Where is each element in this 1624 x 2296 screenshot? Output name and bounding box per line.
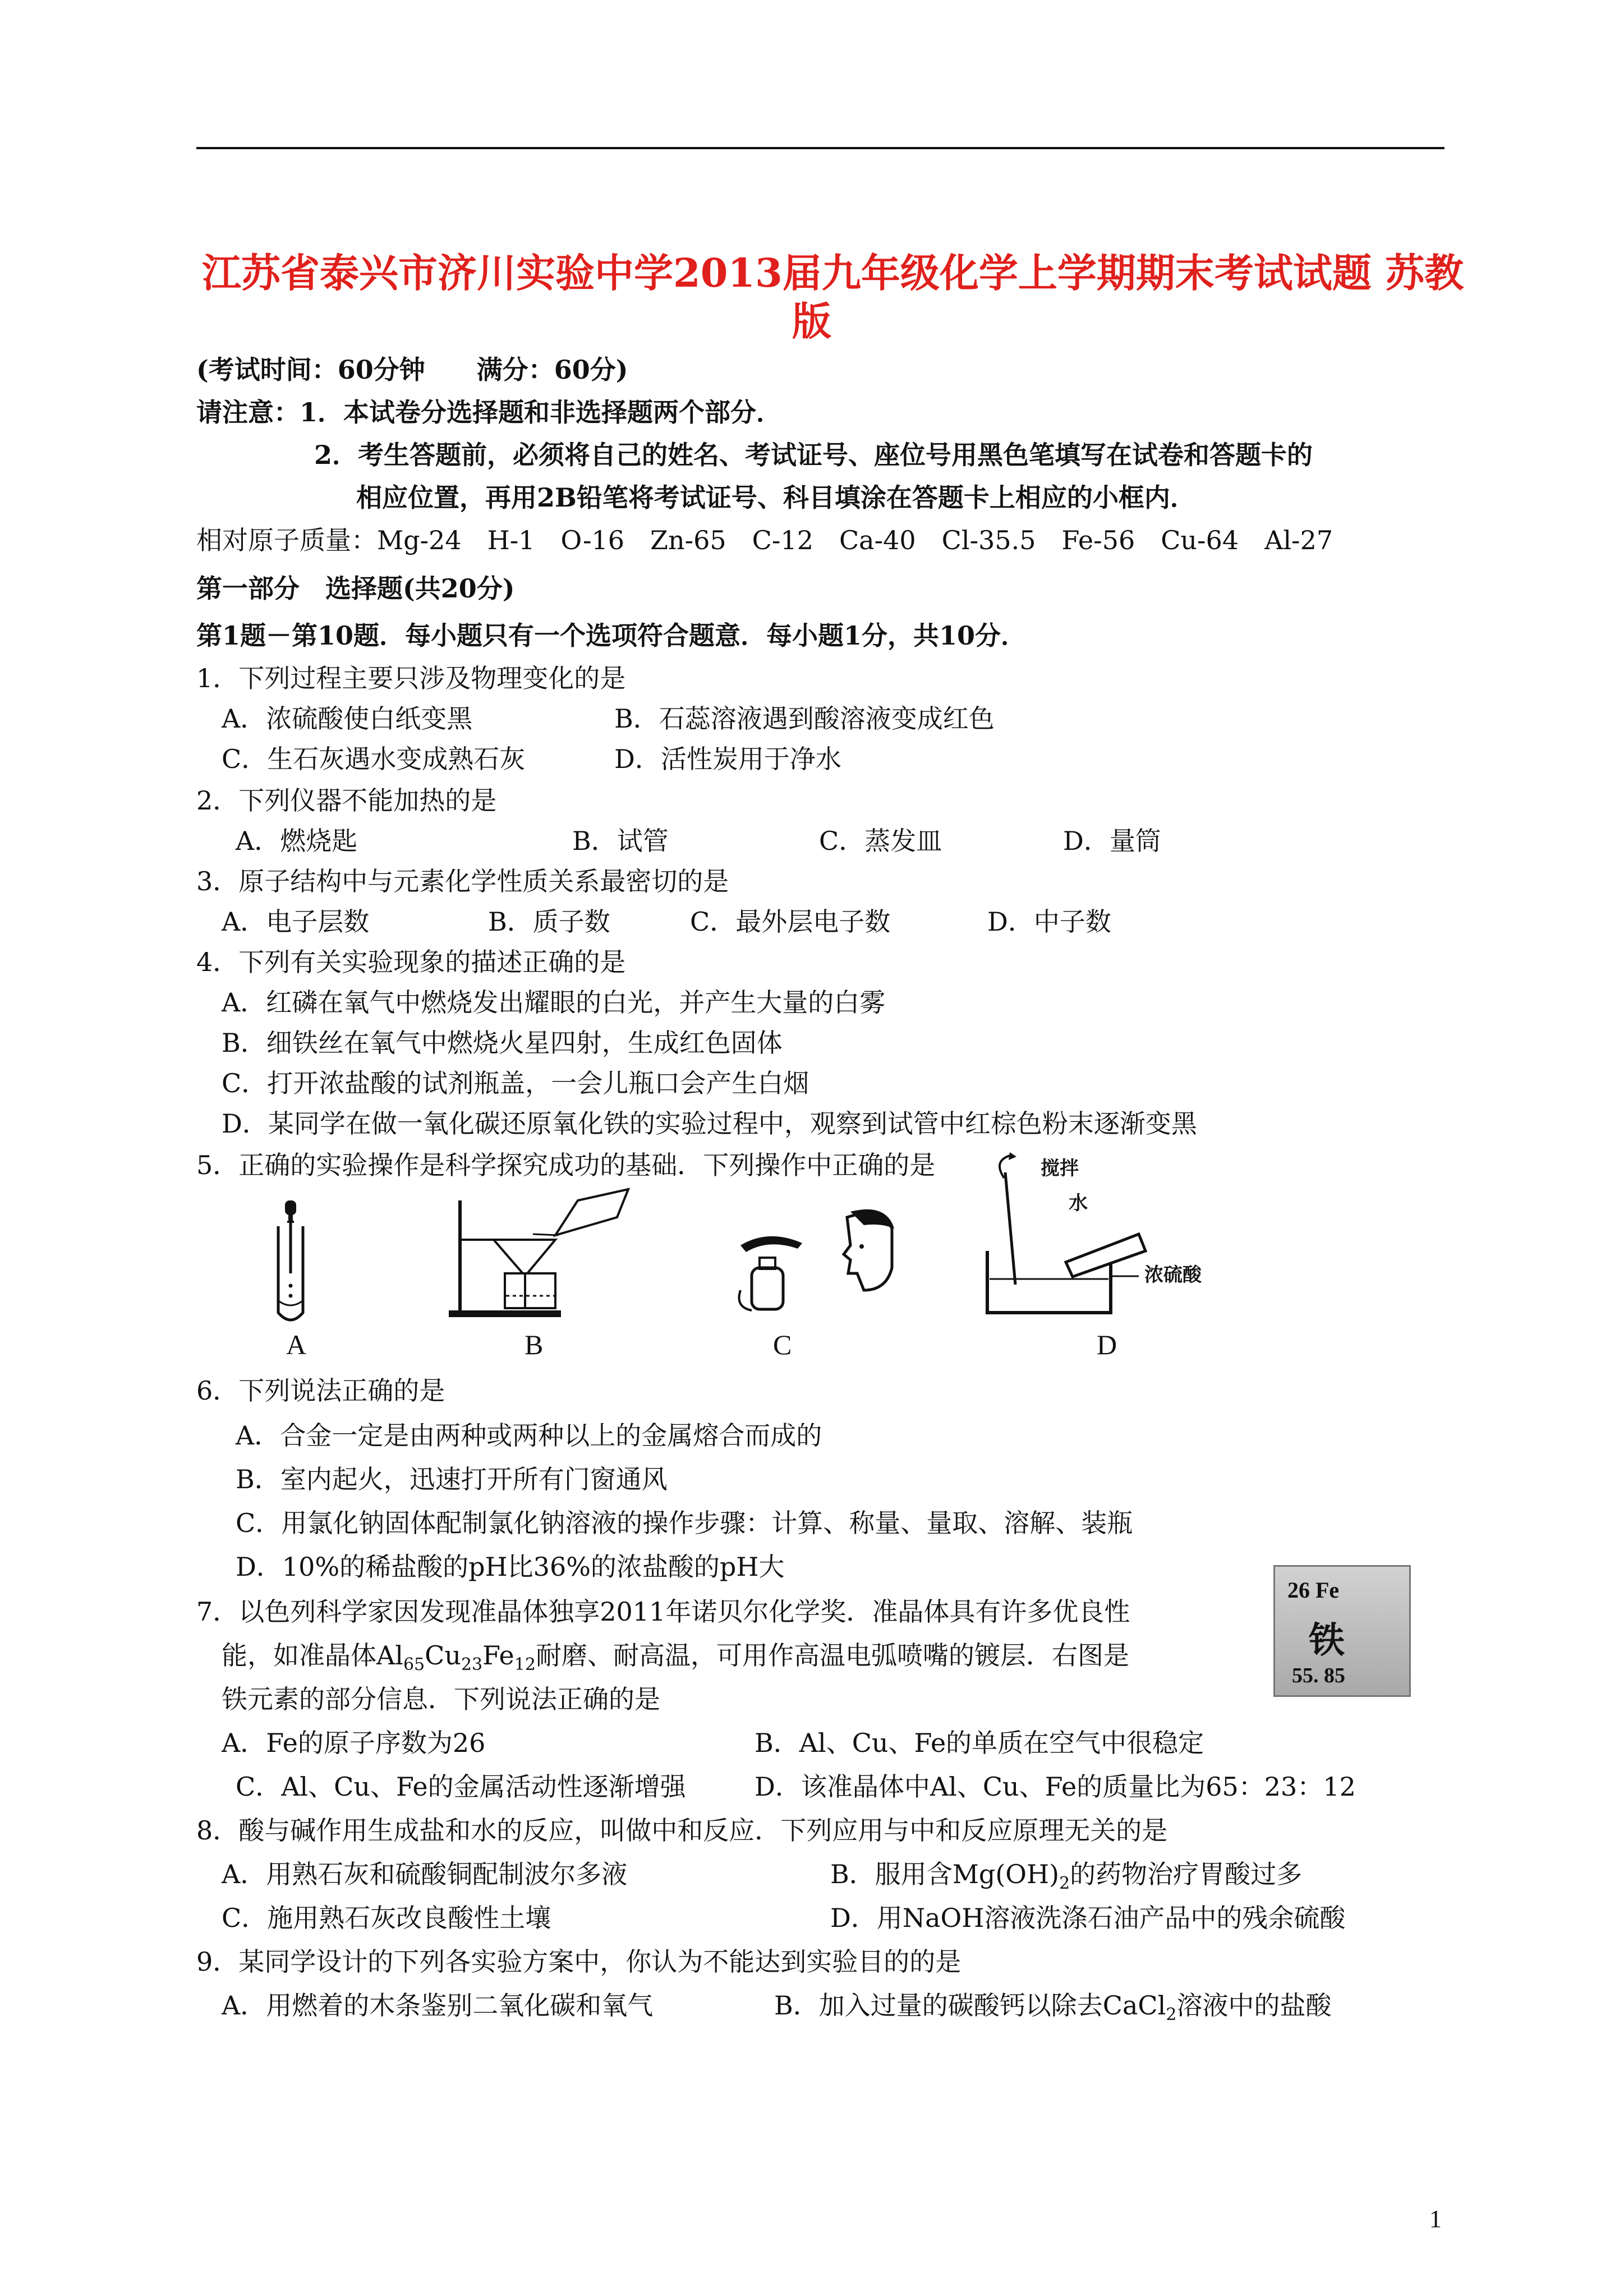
q6-stem: 6．下列说法正确的是 <box>196 1375 445 1406</box>
part1-heading: 第一部分 选择题(共20分) <box>196 573 515 604</box>
figure-d-water-label: 水 <box>1069 1192 1088 1214</box>
q7-stem-3: 铁元素的部分信息．下列说法正确的是 <box>222 1684 660 1714</box>
figure-d-stir-label: 搅拌 <box>1041 1157 1079 1180</box>
q2-option-d: D．量筒 <box>1063 826 1161 856</box>
q6-option-b: B．室内起火，迅速打开所有门窗通风 <box>236 1464 668 1494</box>
figure-b-label: B <box>525 1329 544 1360</box>
atomic-masses: 相对原子质量：Mg-24 H-1 O-16 Zn-65 C-12 Ca-40 Cl-35.5 Fe-56 Cu-64 Al-27 <box>196 525 1333 555</box>
q2-option-c: C．蒸发皿 <box>819 826 942 856</box>
q7-option-d: D．该准晶体中Al、Cu、Fe的质量比为65：23：12 <box>755 1772 1356 1802</box>
iron-element-name: 铁 <box>1309 1619 1345 1662</box>
q6-option-d: D．10%的稀盐酸的pH比36%的浓盐酸的pH大 <box>236 1552 785 1582</box>
title-line-2: 版 <box>792 298 831 344</box>
figure-d-acid-label: 浓硫酸 <box>1144 1264 1202 1286</box>
figure-c-smelling <box>724 1206 903 1318</box>
q7-option-c: C．Al、Cu、Fe的金属活动性逐渐增强 <box>236 1772 686 1802</box>
iron-atomic-number: 26 Fe <box>1287 1577 1340 1603</box>
figure-c-label: C <box>773 1329 792 1360</box>
q8-option-c: C．施用熟石灰改良酸性土壤 <box>222 1903 551 1933</box>
q8-stem: 8．酸与碱作用生成盐和水的反应，叫做中和反应．下列应用与中和反应原理无关的是 <box>196 1815 1168 1846</box>
q1-option-a: A．浓硫酸使白纸变黑 <box>222 703 473 734</box>
q8-option-b: B．服用含$Mg(OH)_2$的药物治疗胃酸过多 <box>830 1859 1303 1894</box>
q3-option-a: A．电子层数 <box>222 907 370 937</box>
notice-2b: 相应位置，再用2B铅笔将考试证号、科目填涂在答题卡上相应的小框内． <box>356 482 1196 513</box>
q2-option-b: B．试管 <box>572 826 669 856</box>
iron-element-card <box>1273 1565 1411 1697</box>
q4-stem: 4．下列有关实验现象的描述正确的是 <box>196 947 626 977</box>
q4-option-b: B．细铁丝在氧气中燃烧火星四射，生成红色固体 <box>222 1028 783 1058</box>
q5-stem: 5．正确的实验操作是科学探究成功的基础．下列操作中正确的是 <box>196 1150 936 1180</box>
q9-option-a: A．用燃着的木条鉴别二氧化碳和氧气 <box>222 1990 654 2021</box>
notice-2a: 2．考生答题前，必须将自己的姓名、考试证号、座位号用黑色笔填写在试卷和答题卡的 <box>314 440 1313 470</box>
q9-option-b: B．加入过量的碳酸钙以除去CaCl$_2$溶液中的盐酸 <box>774 1990 1332 2025</box>
iron-atomic-mass: 55. 85 <box>1292 1664 1345 1687</box>
figure-d-label: D <box>1097 1329 1117 1360</box>
q3-option-b: B．质子数 <box>488 907 610 937</box>
q4-option-d: D．某同学在做一氧化碳还原氧化铁的实验过程中，观察到试管中红棕色粉末逐渐变黑 <box>222 1108 1197 1139</box>
q4-option-c: C．打开浓盐酸的试剂瓶盖，一会儿瓶口会产生白烟 <box>222 1068 809 1098</box>
q3-option-c: C．最外层电子数 <box>690 907 891 937</box>
q1-option-c: C．生石灰遇水变成熟石灰 <box>222 744 526 774</box>
q1-stem: 1．下列过程主要只涉及物理变化的是 <box>196 663 626 693</box>
q8-option-a: A．用熟石灰和硫酸铜配制波尔多液 <box>222 1859 628 1889</box>
q6-option-c: C．用氯化钠固体配制氯化钠溶液的操作步骤：计算、称量、量取、溶解、装瓶 <box>236 1508 1133 1538</box>
page-number: 1 <box>1429 2205 1442 2233</box>
q3-stem: 3．原子结构中与元素化学性质关系最密切的是 <box>196 866 729 896</box>
q7-stem-2: 能，如准晶体$Al_{65}Cu_{23}Fe_{12}$耐磨、耐高温，可用作高温电弧喷嘴的镀层．右图是 <box>222 1640 1129 1675</box>
q7-stem-1: 7．以色列科学家因发现准晶体独享2011年诺贝尔化学奖．准晶体具有许多优良性 <box>196 1596 1130 1627</box>
q8-option-d: D．用NaOH溶液洗涤石油产品中的残余硫酸 <box>830 1903 1346 1933</box>
header-rule <box>196 147 1444 149</box>
title-line-1: 江苏省泰兴市济川实验中学2013届九年级化学上学期期末考试试题 苏教 <box>202 250 1464 296</box>
q2-stem: 2．下列仪器不能加热的是 <box>196 785 497 816</box>
figure-a-dropper <box>258 1189 342 1324</box>
q4-option-a: A．红磷在氧气中燃烧发出耀眼的白光，并产生大量的白雾 <box>222 987 886 1018</box>
exam-info: (考试时间：60分钟 满分：60分) <box>196 355 628 385</box>
notice-1: 请注意：1．本试卷分选择题和非选择题两个部分． <box>196 397 783 427</box>
part1-instruction: 第1题－第10题．每小题只有一个选项符合题意．每小题1分，共10分． <box>196 620 1027 651</box>
figure-a-label: A <box>286 1329 307 1360</box>
q6-option-a: A．合金一定是由两种或两种以上的金属熔合而成的 <box>236 1420 822 1451</box>
q7-option-a: A．Fe的原子序数为26 <box>222 1728 486 1758</box>
q2-option-a: A．燃烧匙 <box>236 826 358 856</box>
q7-option-b: B．Al、Cu、Fe的单质在空气中很稳定 <box>755 1728 1204 1758</box>
q3-option-d: D．中子数 <box>987 907 1111 937</box>
q1-option-b: B．石蕊溶液遇到酸溶液变成红色 <box>614 703 995 734</box>
q9-stem: 9．某同学设计的下列各实验方案中，你认为不能达到实验目的的是 <box>196 1947 961 1977</box>
q1-option-d: D．活性炭用于净水 <box>614 744 841 774</box>
figure-b-filtration <box>443 1184 656 1324</box>
